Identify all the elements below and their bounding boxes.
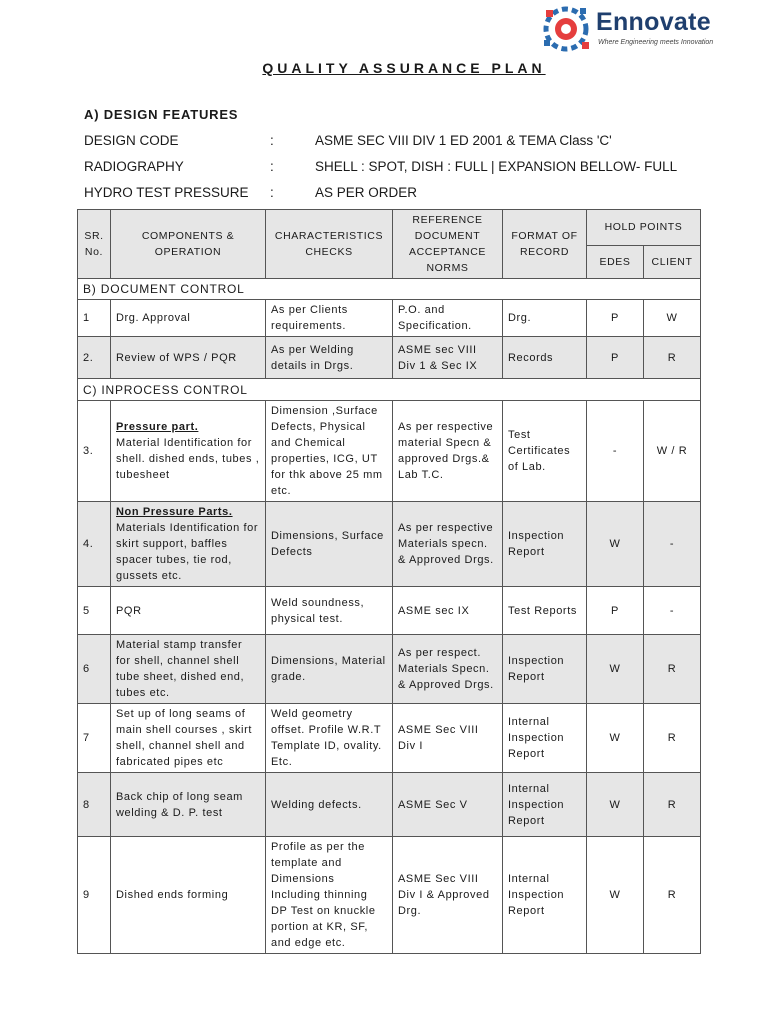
cell-checks: Weld soundness, physical test.: [266, 587, 393, 635]
cell-checks: Weld geometry offset. Profile W.R.T Template ID, ovality. Etc.: [266, 704, 393, 773]
cell-component: [111, 401, 266, 502]
section-a-heading: A) DESIGN FEATURES: [84, 107, 239, 122]
cell-client: R: [644, 337, 701, 379]
logo-name: Ennovate: [596, 8, 711, 36]
hydro-test-row: [84, 185, 724, 205]
header-component: COMPONENTS & OPERATION: [111, 210, 266, 279]
header-hold-points: HOLD POINTS: [587, 210, 701, 246]
cell-sr: 1: [78, 300, 111, 337]
cell-component: Drg. Approval: [111, 300, 266, 337]
section-b-row: [78, 279, 701, 300]
cell-format: Test Reports: [503, 587, 587, 635]
cell-component: Material stamp transfer for shell, channel shell tube sheet, dished end, tubes etc.: [111, 635, 266, 704]
cell-checks: Profile as per the template and Dimensions Including thinning DP Test on knuckle portion at KR, SF, and edge etc.: [266, 837, 393, 954]
cell-checks: Dimensions, Material grade.: [266, 635, 393, 704]
table-row: [78, 300, 701, 337]
cell-client: W / R: [644, 401, 701, 502]
logo-tagline: Where Engineering meets Innovation: [598, 39, 714, 46]
table-row: [78, 704, 701, 773]
design-code-label: DESIGN CODE: [84, 133, 179, 148]
cell-sr: 5: [78, 587, 111, 635]
design-code-row: [84, 133, 724, 153]
cell-component: Dished ends forming: [111, 837, 266, 954]
cell-component: Set up of long seams of main shell courses , skirt shell, channel shell and fabricated pipes etc: [111, 704, 266, 773]
cell-component: PQR: [111, 587, 266, 635]
cell-sr: 3.: [78, 401, 111, 502]
colon: :: [270, 185, 274, 200]
cell-reference: ASME Sec VIII Div I & Approved Drg.: [393, 837, 503, 954]
hydro-test-label: HYDRO TEST PRESSURE: [84, 185, 249, 200]
cell-checks: Dimensions, Surface Defects: [266, 502, 393, 587]
cell-sr: 8: [78, 773, 111, 837]
cell-edes: W: [587, 773, 644, 837]
cell-format: Inspection Report: [503, 635, 587, 704]
component-title: Non Pressure Parts.: [116, 506, 233, 518]
cell-component: Back chip of long seam welding & D. P. test: [111, 773, 266, 837]
section-c-row: [78, 379, 701, 401]
radiography-row: [84, 159, 724, 179]
cell-sr: 4.: [78, 502, 111, 587]
cell-format: Internal Inspection Report: [503, 773, 587, 837]
cell-format: Records: [503, 337, 587, 379]
cell-edes: P: [587, 300, 644, 337]
cell-reference: P.O. and Specification.: [393, 300, 503, 337]
cell-format: Test Certificates of Lab.: [503, 401, 587, 502]
table-row: [78, 337, 701, 379]
header-format: FORMAT OF RECORD: [503, 210, 587, 279]
table-row: [78, 587, 701, 635]
cell-checks: As per Welding details in Drgs.: [266, 337, 393, 379]
colon: :: [270, 133, 274, 148]
cell-checks: Dimension ,Surface Defects, Physical and Chemical properties, ICG, UT for thk above 25 mm etc.: [266, 401, 393, 502]
cell-checks: Welding defects.: [266, 773, 393, 837]
table-row: [78, 837, 701, 954]
header-checks: CHARACTERISTICS CHECKS: [266, 210, 393, 279]
company-logo: [540, 2, 760, 58]
cell-checks: As per Clients requirements.: [266, 300, 393, 337]
cell-client: R: [644, 773, 701, 837]
cell-edes: -: [587, 401, 644, 502]
design-code-value: ASME SEC VIII DIV 1 ED 2001 & TEMA Class 'C': [315, 133, 612, 148]
cell-reference: ASME sec IX: [393, 587, 503, 635]
hydro-test-value: AS PER ORDER: [315, 185, 418, 200]
cell-reference: As per respective material Specn & approved Drgs.& Lab T.C.: [393, 401, 503, 502]
radiography-value: SHELL : SPOT, DISH : FULL | EXPANSION BELLOW- FULL: [315, 159, 678, 174]
cell-sr: 6: [78, 635, 111, 704]
cell-edes: W: [587, 704, 644, 773]
cell-client: R: [644, 837, 701, 954]
colon: :: [270, 159, 274, 174]
cell-reference: ASME Sec V: [393, 773, 503, 837]
cell-edes: W: [587, 635, 644, 704]
cell-format: Drg.: [503, 300, 587, 337]
table-row: [78, 502, 701, 587]
cell-client: W: [644, 300, 701, 337]
cell-sr: 2.: [78, 337, 111, 379]
cell-client: R: [644, 635, 701, 704]
cell-edes: P: [587, 337, 644, 379]
cell-client: -: [644, 587, 701, 635]
header-sr: SR. No.: [78, 210, 111, 279]
header-reference: REFERENCE DOCUMENT ACCEPTANCE NORMS: [393, 210, 503, 279]
cell-sr: 9: [78, 837, 111, 954]
table-row: [78, 401, 701, 502]
cell-reference: As per respect. Materials Specn. & Approved Drgs.: [393, 635, 503, 704]
section-b-heading: B) DOCUMENT CONTROL: [78, 279, 701, 300]
cell-edes: P: [587, 587, 644, 635]
qap-table: [77, 209, 701, 954]
cell-reference: ASME Sec VIII Div I: [393, 704, 503, 773]
cell-sr: 7: [78, 704, 111, 773]
header-client: CLIENT: [644, 245, 701, 278]
cell-component: [111, 502, 266, 587]
table-row: [78, 773, 701, 837]
page-title: QUALITY ASSURANCE PLAN: [262, 60, 546, 76]
component-text: Material Identification for shell. dished ends, tubes , tubesheet: [116, 437, 260, 481]
component-title: Pressure part.: [116, 421, 199, 433]
cell-format: Internal Inspection Report: [503, 837, 587, 954]
cell-format: Internal Inspection Report: [503, 704, 587, 773]
cell-edes: W: [587, 837, 644, 954]
cell-client: R: [644, 704, 701, 773]
component-text: Materials Identification for skirt support, baffles spacer tubes, tie rod, gussets etc.: [116, 522, 259, 582]
cell-format: Inspection Report: [503, 502, 587, 587]
table-row: [78, 635, 701, 704]
section-c-heading: C) INPROCESS CONTROL: [78, 379, 701, 401]
cell-reference: As per respective Materials specn. & Approved Drgs.: [393, 502, 503, 587]
cell-component: Review of WPS / PQR: [111, 337, 266, 379]
radiography-label: RADIOGRAPHY: [84, 159, 184, 174]
header-edes: EDES: [587, 245, 644, 278]
gear-logo-icon: [540, 2, 594, 56]
cell-client: -: [644, 502, 701, 587]
cell-reference: ASME sec VIII Div 1 & Sec IX: [393, 337, 503, 379]
cell-edes: W: [587, 502, 644, 587]
